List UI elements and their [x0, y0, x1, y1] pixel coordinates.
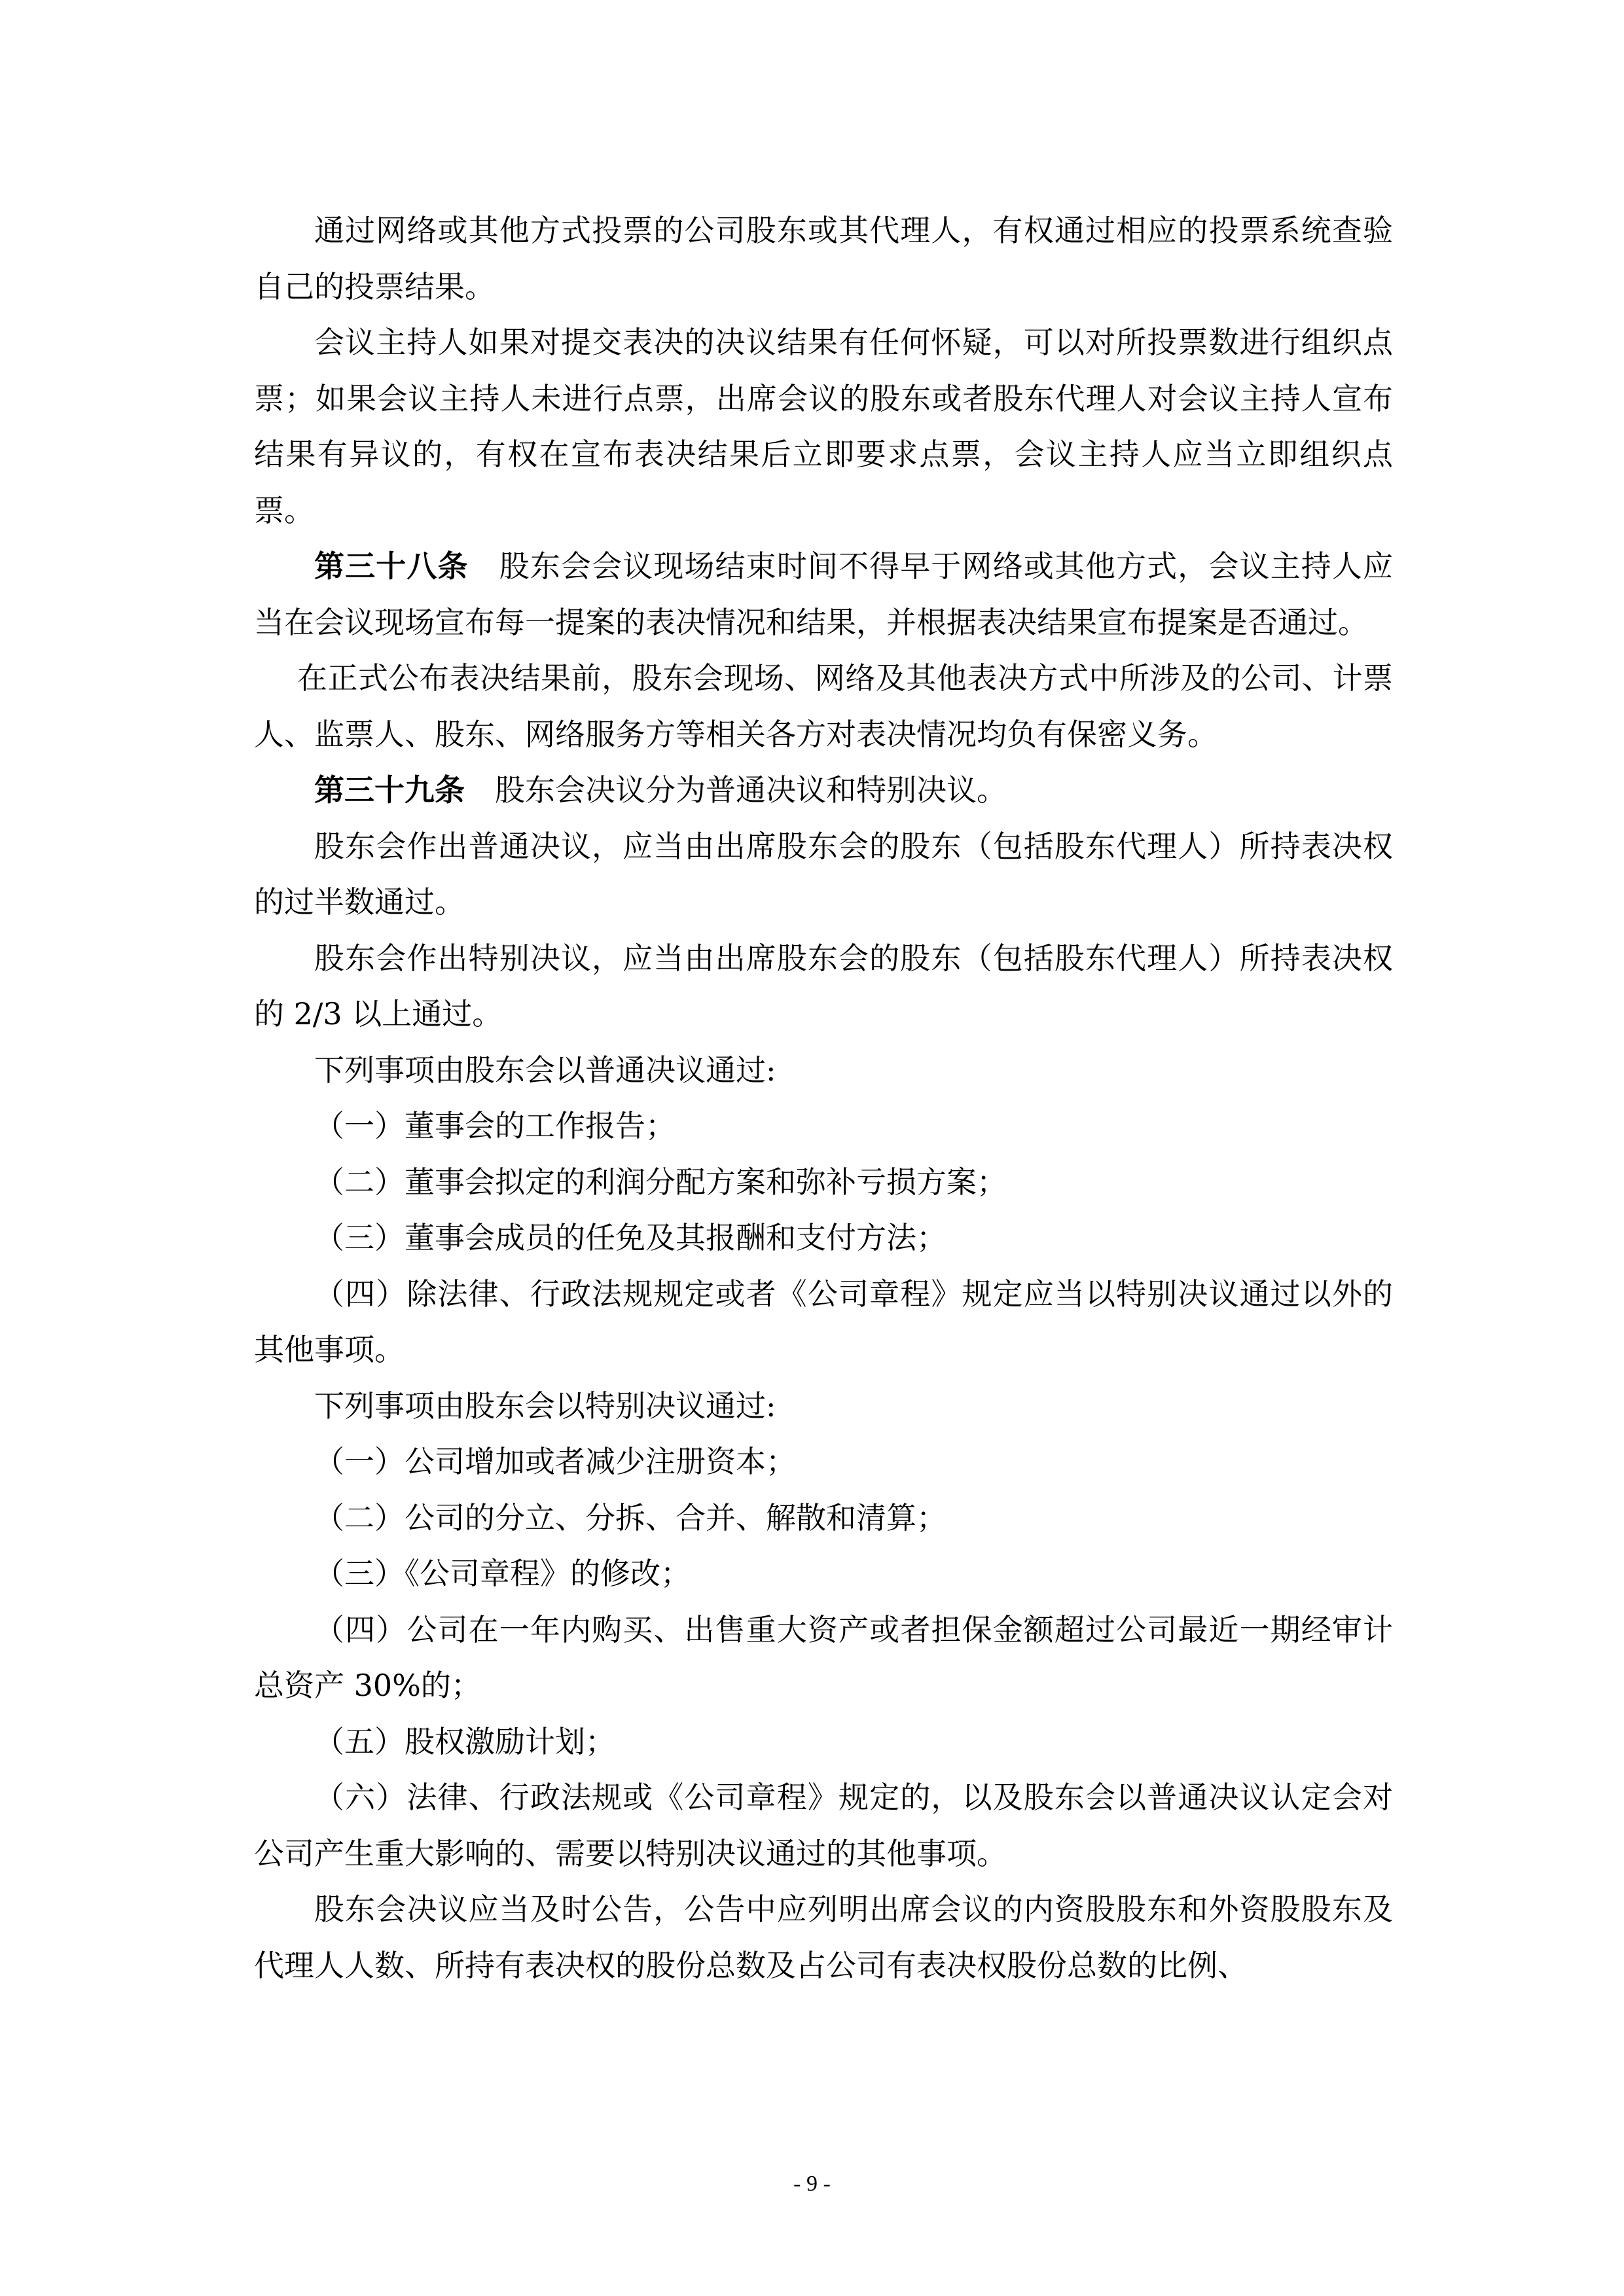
paragraph-text: 股东会会议现场结束时间不得早于网络或其他方式，会议主持人应当在会议现场宣布每一提案的表决情况和结果，并根据表决结果宣布提案是否通过。	[254, 548, 1394, 640]
paragraph-text: 会议主持人如果对提交表决的决议结果有任何怀疑，可以对所投票数进行组织点票；如果会议主持人未进行点票，出席会议的股东或者股东代理人对会议主持人宣布结果有异议的，有权在宣布表决结果后立即要求点票，会议主持人应当立即组织点票。	[254, 325, 1393, 528]
list-intro	[254, 1378, 1393, 1435]
page-number: - 9 -	[793, 2172, 831, 2196]
heading-gap	[465, 772, 495, 808]
paragraph-text: 股东会作出特别决议，应当由出席股东会的股东（包括股东代理人）所持表决权的 2/3 以上通过。	[254, 940, 1393, 1031]
list-item	[254, 1210, 1393, 1266]
list-item	[254, 1546, 1393, 1602]
list-item-text: （一）董事会的工作报告；	[314, 1108, 676, 1143]
list-item-text: （一）公司增加或者减少注册资本；	[314, 1444, 796, 1479]
list-item-text: （四）除法律、行政法规规定或者《公司章程》规定应当以特别决议通过以外的其他事项。	[254, 1276, 1393, 1367]
list-item	[254, 1490, 1393, 1547]
paragraph	[254, 1882, 1393, 1994]
list-item	[254, 1770, 1393, 1882]
paragraph-text: 下列事项由股东会以普通决议通过:	[314, 1052, 776, 1088]
paragraph-text: 在正式公布表决结果前，股东会现场、网络及其他表决方式中所涉及的公司、计票人、监票人、股东、网络服务方等相关各方对表决情况均负有保密义务。	[254, 660, 1393, 752]
paragraph	[254, 203, 1393, 315]
article-heading: 第三十八条	[314, 548, 469, 584]
paragraph-text: 股东会决议分为普通决议和特别决议。	[495, 772, 1007, 808]
paragraph-text: 股东会作出普通决议，应当由出席股东会的股东（包括股东代理人）所持表决权的过半数通过。	[254, 828, 1393, 920]
page-body	[254, 203, 1393, 1994]
paragraph-text: 股东会决议应当及时公告，公告中应列明出席会议的内资股股东和外资股股东及代理人人数、所持有表决权的股份总数及占公司有表决权股份总数的比例、	[254, 1892, 1393, 1983]
paragraph-text: 下列事项由股东会以特别决议通过:	[314, 1388, 776, 1424]
list-item-text: （三）《公司章程》的修改；	[314, 1556, 691, 1591]
list-item	[254, 1098, 1393, 1155]
list-intro	[254, 1043, 1393, 1099]
article-38	[254, 539, 1393, 651]
paragraph	[254, 819, 1393, 931]
list-item	[254, 1714, 1393, 1770]
list-item-text: （六）法律、行政法规或《公司章程》规定的，以及股东会以普通决议认定会对公司产生重大影响的、需要以特别决议通过的其他事项。	[254, 1780, 1393, 1871]
list-item	[254, 1266, 1393, 1378]
list-item	[254, 1434, 1393, 1490]
list-item-text: （三）董事会成员的任免及其报酬和支付方法；	[314, 1220, 947, 1255]
article-heading: 第三十九条	[314, 772, 465, 808]
list-item-text: （四）公司在一年内购买、出售重大资产或者担保金额超过公司最近一期经审计总资产 30%的；	[254, 1611, 1393, 1703]
list-item-text: （二）董事会拟定的利润分配方案和弥补亏损方案；	[314, 1164, 1007, 1200]
heading-gap	[469, 548, 499, 584]
article-39	[254, 762, 1393, 819]
paragraph	[254, 315, 1393, 539]
list-item	[254, 1155, 1393, 1211]
paragraph-text: 通过网络或其他方式投票的公司股东或其代理人，有权通过相应的投票系统查验自己的投票结果。	[254, 213, 1393, 304]
paragraph	[254, 651, 1393, 762]
list-item	[254, 1602, 1393, 1714]
paragraph	[254, 931, 1393, 1043]
list-item-text: （二）公司的分立、分拆、合并、解散和清算；	[314, 1499, 947, 1535]
list-item-text: （五）股权激励计划；	[314, 1723, 615, 1759]
